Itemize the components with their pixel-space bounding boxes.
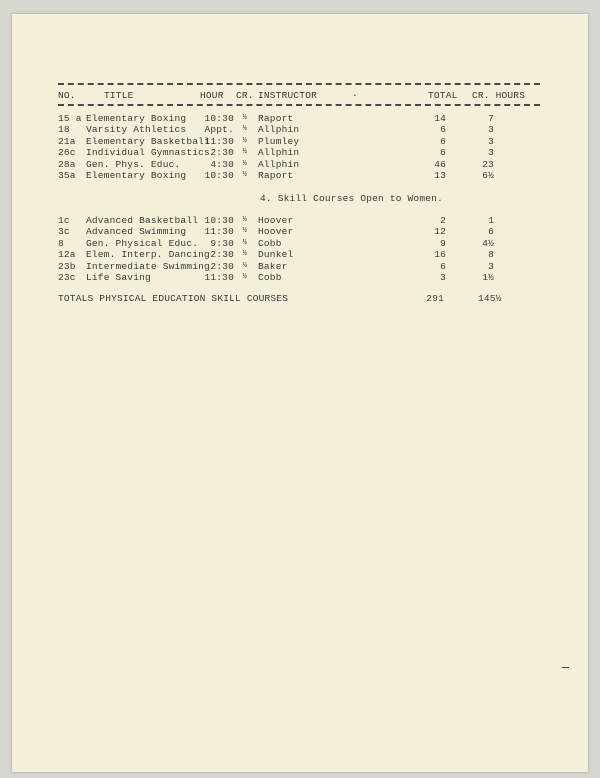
course-hour: 11:30 — [204, 272, 234, 283]
course-hour: 10:30 — [204, 113, 234, 124]
header-cr-hours: CR. HOURS — [472, 90, 526, 101]
course-cr-hours: 3 — [488, 135, 494, 147]
course-no: 8 — [58, 237, 64, 249]
course-cr-hours: 1½ — [482, 272, 494, 283]
course-cr-hours: 3 — [488, 260, 494, 272]
course-title: Gen. Phys. Educ. — [86, 158, 181, 170]
course-total: 6 — [440, 135, 446, 147]
course-instructor: Hoover — [258, 226, 294, 238]
top-rule — [58, 83, 540, 85]
course-hour: 2:30 — [210, 260, 234, 272]
course-instructor: Cobb — [258, 272, 282, 283]
course-instructor: Allphin — [258, 147, 300, 159]
course-hour: 11:30 — [204, 135, 234, 147]
course-total: 14 — [434, 113, 446, 124]
course-instructor: Allphin — [258, 158, 300, 170]
course-credit: ½ — [242, 216, 248, 224]
course-no: 12a — [58, 249, 76, 261]
course-hour: 10:30 — [204, 170, 234, 181]
course-credit: ½ — [242, 238, 248, 247]
course-cr-hours: 3 — [488, 147, 494, 159]
course-hour: 10:30 — [204, 215, 234, 226]
course-cr-hours: 23 — [482, 158, 494, 170]
course-total: 2 — [440, 215, 446, 226]
course-no: 23b — [58, 260, 76, 272]
course-no: 18 — [58, 124, 70, 136]
course-credit: ½ — [242, 148, 248, 157]
course-no: 26c — [58, 147, 76, 159]
course-no: 35a — [58, 170, 76, 181]
course-cr-hours: 1 — [488, 215, 494, 226]
course-credit: ½ — [242, 114, 248, 122]
course-hour: Appt. — [204, 124, 234, 136]
course-no: 21a — [58, 135, 76, 147]
header-total: TOTAL — [428, 90, 458, 101]
course-hour: 2:30 — [210, 249, 234, 261]
course-instructor: Hoover — [258, 215, 294, 226]
course-credit: ½ — [242, 250, 248, 259]
course-total: 16 — [434, 249, 446, 261]
course-title: Elementary Basketball — [86, 135, 210, 147]
course-title: Elementary Boxing — [86, 170, 187, 181]
course-cr-hours: 3 — [488, 124, 494, 136]
course-credit: ½ — [242, 261, 248, 270]
header-instructor: INSTRUCTOR — [258, 90, 318, 101]
course-credit: ½ — [242, 136, 248, 145]
course-total: 12 — [434, 226, 446, 238]
course-instructor: Baker — [258, 260, 288, 272]
course-total: 3 — [440, 272, 446, 283]
course-total: 6 — [440, 260, 446, 272]
course-total: 6 — [440, 124, 446, 136]
course-credit: ½ — [242, 171, 248, 179]
course-cr-hours: 6½ — [482, 170, 494, 181]
course-credit: ½ — [242, 273, 248, 281]
course-no: 28a — [58, 158, 76, 170]
course-title: Elem. Interp. Dancing — [86, 249, 210, 261]
course-hour: 2:30 — [210, 147, 234, 159]
course-title: Elementary Boxing — [86, 113, 187, 124]
course-title: Intermediate Swimming — [86, 260, 210, 272]
header-dot: · — [352, 90, 358, 101]
course-no: 23c — [58, 272, 76, 283]
course-instructor: Dunkel — [258, 249, 294, 261]
course-title: Gen. Physical Educ. — [86, 237, 199, 249]
course-total: 46 — [434, 158, 446, 170]
course-title: Life Saving — [86, 272, 151, 283]
course-cr-hours: 4½ — [482, 237, 494, 249]
course-cr-hours: 8 — [488, 249, 494, 261]
course-no: 1c — [58, 215, 70, 226]
course-total: 13 — [434, 170, 446, 181]
course-hour: 9:30 — [210, 237, 234, 249]
course-credit: ½ — [242, 227, 248, 236]
header-no: NO. — [58, 90, 76, 101]
margin-tick-mark — [562, 667, 569, 668]
course-instructor: Plumley — [258, 135, 300, 147]
header-hour: HOUR — [200, 90, 224, 101]
totals-label: TOTALS PHYSICAL EDUCATION SKILL COURSES — [58, 293, 289, 304]
course-cr-hours: 7 — [488, 113, 494, 124]
course-hour: 11:30 — [204, 226, 234, 238]
header-cr: CR. — [236, 90, 254, 101]
course-no: 3c — [58, 226, 70, 238]
course-cr-hours: 6 — [488, 226, 494, 238]
course-title: Varsity Athletics — [86, 124, 187, 136]
course-title: Individual Gymnastics — [86, 147, 210, 159]
course-instructor: Raport — [258, 170, 294, 181]
course-credit: ½ — [242, 125, 248, 134]
course-title: Advanced Swimming — [86, 226, 187, 238]
course-total: 9 — [440, 237, 446, 249]
course-credit: ½ — [242, 159, 248, 168]
course-instructor: Cobb — [258, 237, 282, 249]
course-hour: 4:30 — [210, 158, 234, 170]
section-heading: 4. Skill Courses Open to Women. — [260, 193, 443, 204]
course-total: 6 — [440, 147, 446, 159]
course-instructor: Raport — [258, 113, 294, 124]
course-instructor: Allphin — [258, 124, 300, 136]
course-no: 15 a — [58, 113, 82, 124]
header-rule — [58, 104, 540, 106]
course-title: Advanced Basketball — [86, 215, 199, 226]
totals-cr-hours: 145½ — [478, 293, 502, 304]
totals-total: 291 — [426, 293, 444, 304]
header-title: TITLE — [104, 90, 134, 101]
